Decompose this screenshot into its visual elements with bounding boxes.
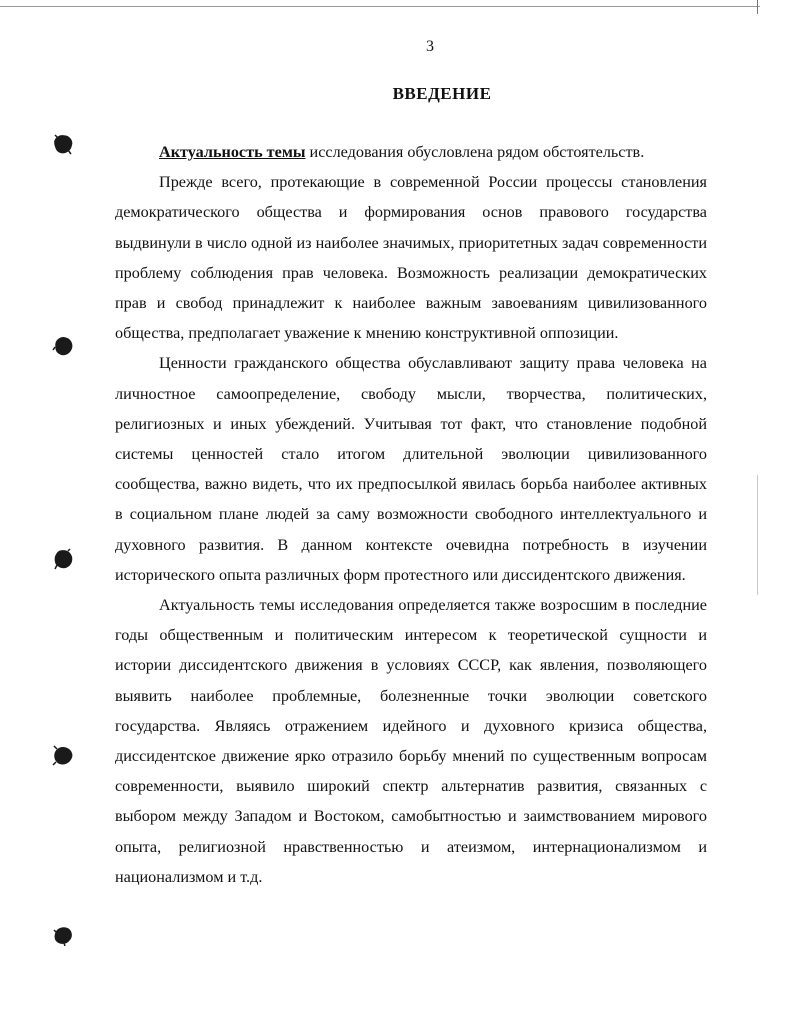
intro-paragraph [115, 137, 707, 167]
scan-corner-mark [757, 0, 758, 14]
scan-edge-mark [757, 475, 758, 595]
body-text [115, 137, 707, 892]
page-heading: ВВЕДЕНИЕ [392, 84, 492, 103]
paragraph-2: Ценности гражданского общества обуславливают защиту права человека на личностное самоопределение, свободу мысли, творчества, политических, религиозных и иных убеждений. Учитывая тот факт, что становление подобной системы ценностей стало итогом длительной эволюции цивилизованного сообщества, важно видеть, что их предпосылкой явилась борьба наиболее активных в социальном плане людей за саму возможности свободного интеллектуального и духовного развития. В данном контексте очевидна потребность в изучении исторического опыта различных форм протестного или диссидентского движения. [115, 354, 707, 584]
punch-hole-icon [52, 744, 74, 766]
page-number: 3 [426, 38, 434, 55]
scan-top-rule [0, 6, 760, 7]
punch-hole-icon [52, 924, 74, 946]
punch-hole-icon [52, 335, 74, 357]
intro-rest: исследования обусловлена рядом обстоятельств. [305, 143, 645, 161]
paragraph-3: Актуальность темы исследования определяется также возросшим в последние годы общественным и политическим интересом к теоретической сущности и истории диссидентского движения в условиях СССР, как явления, позволяющего выявить наиболее проблемные, болезненные точки эволюции советского государства. Являясь отражением идейного и духовного кризиса общества, диссидентское движение ярко отразило борьбу мнений по существенным вопросам современности, выявило широкий спектр альтернатив развития, связанных с выбором между Западом и Востоком, самобытностью и заимствованием мирового опыта, религиозной нравственностью и атеизмом, интернационализмом и национализмом и т.д. [115, 596, 707, 886]
punch-hole-icon [52, 133, 74, 155]
punch-hole-icon [52, 548, 74, 570]
lead-term: Актуальность темы [159, 143, 306, 161]
paragraph-1: Прежде всего, протекающие в современной России процессы становления демократического общества и формирования основ правового государства выдвинули в число одной из наиболее значимых, приоритетных задач современности проблему соблюдения прав человека. Возможность реализации демократических прав и свобод принадлежит к наиболее важным завоеваниям цивилизованного общества, предполагает уважение к мнению конструктивной оппозиции. [115, 173, 707, 343]
